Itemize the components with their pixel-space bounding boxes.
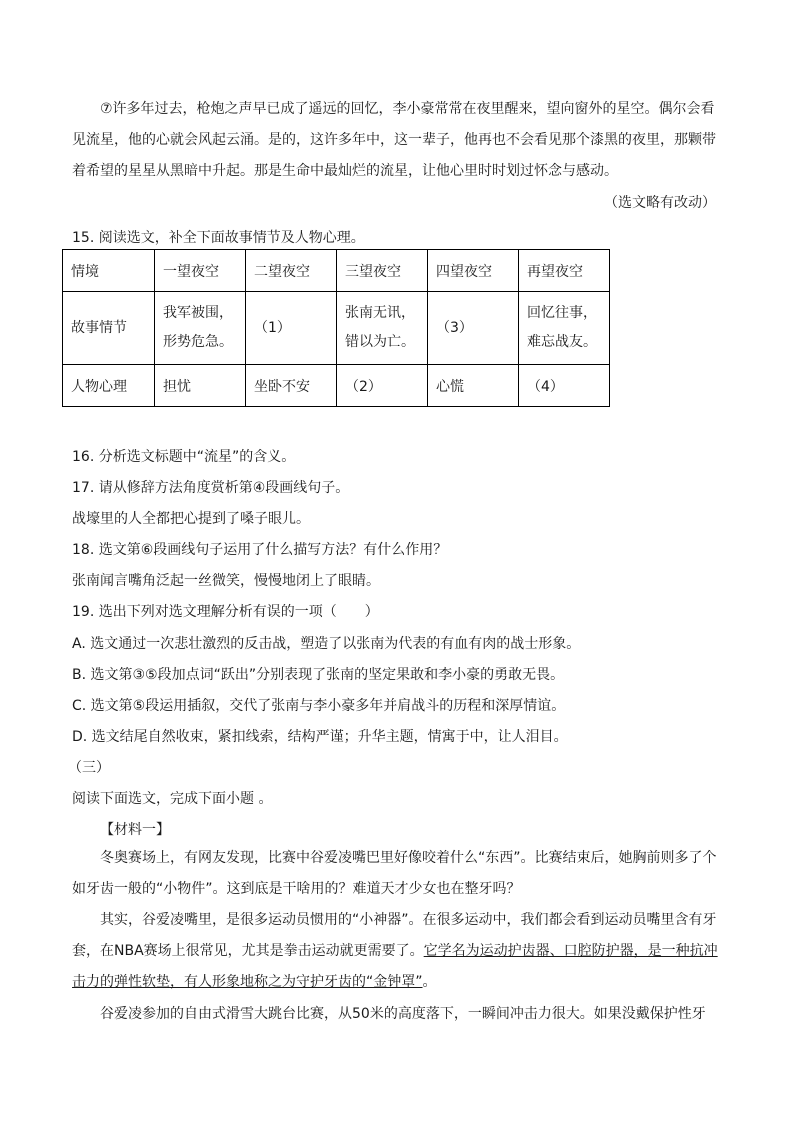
table-cell: 故事情节 — [63, 292, 155, 365]
table-row-plot — [63, 292, 610, 365]
table-cell: 人物心理 — [63, 365, 155, 407]
section-heading: （三） — [68, 760, 110, 776]
table-cell: 情境 — [63, 250, 155, 292]
story-table — [62, 249, 610, 407]
option-a: A. 选文通过一次悲壮激烈的反击战，塑造了以张南为代表的有血有肉的战士形象。 — [72, 636, 581, 652]
material-1-paragraph-2 — [72, 905, 722, 998]
question-17: 17. 请从修辞方法角度赏析第④段画线句子。 — [72, 480, 350, 496]
table-header-row — [63, 250, 610, 292]
table-cell: 四望夜空 — [428, 250, 519, 292]
table-cell: 我军被围，形势危急。 — [155, 292, 246, 365]
table-cell-blank-4: （4） — [519, 365, 610, 407]
question-19: 19. 选出下列对选文理解分析有误的一项（ ） — [72, 604, 379, 620]
table-cell: 回忆往事，难忘战友。 — [519, 292, 610, 365]
table-cell: 再望夜空 — [519, 250, 610, 292]
material-1-paragraph-3: 谷爱凌参加的自由式滑雪大跳台比赛，从50米的高度落下，一瞬间冲击力很大。如果没戴保护性牙 — [100, 1006, 706, 1022]
table-row-mind — [63, 365, 610, 407]
table-cell-blank-3: （3） — [428, 292, 519, 365]
table-cell: 一望夜空 — [155, 250, 246, 292]
instruction: 阅读下面选文，完成下面小题 。 — [72, 791, 273, 807]
option-c: C. 选文第⑤段运用插叙，交代了张南与李小豪多年并肩战斗的历程和深厚情谊。 — [72, 698, 566, 714]
material-1-title: 【材料一】 — [100, 822, 170, 838]
option-b: B. 选文第③⑤段加点词“跃出”分别表现了张南的坚定果敢和李小豪的勇敢无畏。 — [72, 667, 565, 683]
paragraph-7: ⑦许多年过去，枪炮之声早已成了遥远的回忆，李小豪常常在夜里醒来，望向窗外的星空。偶尔会看见流星，他的心就会风起云涌。是的，这许多年中，这一辈子，他再也不会看见那个漆黑的夜里，那颗带着希望的星星从黑暗中升起。那是生命中最灿烂的流星，让他心里时时划过怀念与感动。 — [72, 101, 716, 179]
question-18: 18. 选文第⑥段画线句子运用了什么描写方法？有什么作用？ — [72, 542, 448, 558]
underlined-sentence: 它学名为运动护齿器、口腔防护器，是一种抗冲击力的弹性软垫，有人形象地称之为守护牙齿的“金钟罩” — [72, 943, 718, 990]
question-17-sentence: 战壕里的人全都把心提到了嗓子眼儿。 — [72, 511, 310, 527]
table-cell: 心慌 — [428, 365, 519, 407]
option-d: D. 选文结尾自然收束，紧扣线索，结构严谨；升华主题，情寓于中，让人泪目。 — [72, 729, 568, 745]
question-15: 15. 阅读选文，补全下面故事情节及人物心理。 — [72, 230, 365, 246]
table-cell: 担忧 — [155, 365, 246, 407]
question-18-sentence: 张南闻言嘴角泛起一丝微笑，慢慢地闭上了眼睛。 — [72, 573, 380, 589]
question-16: 16. 分析选文标题中“流星”的含义。 — [72, 449, 296, 465]
paragraph-text: 其实，谷爱凌嘴里，是很多运动员惯用的“小神器”。在很多运动中，我们都会看到运动员嘴里含有牙套，在NBA赛场上很常见，尤其是拳击运动就更需要了。 — [72, 912, 717, 959]
table-cell: 三望夜空 — [337, 250, 428, 292]
table-cell: 张南无讯，错以为亡。 — [337, 292, 428, 365]
table-cell: 二望夜空 — [246, 250, 337, 292]
source-note: （选文略有改动） — [604, 195, 716, 211]
table-cell-blank-2: （2） — [337, 365, 428, 407]
table-cell-blank-1: （1） — [246, 292, 337, 365]
table-cell: 坐卧不安 — [246, 365, 337, 407]
material-1-paragraph-1: 冬奥赛场上，有网友发现，比赛中谷爱凌嘴巴里好像咬着什么“东西”。比赛结束后，她胸前则多了个如牙齿一般的“小物件”。这到底是干啥用的？难道天才少女也在整牙吗？ — [72, 850, 717, 897]
paragraph-text: 。 — [422, 974, 437, 990]
